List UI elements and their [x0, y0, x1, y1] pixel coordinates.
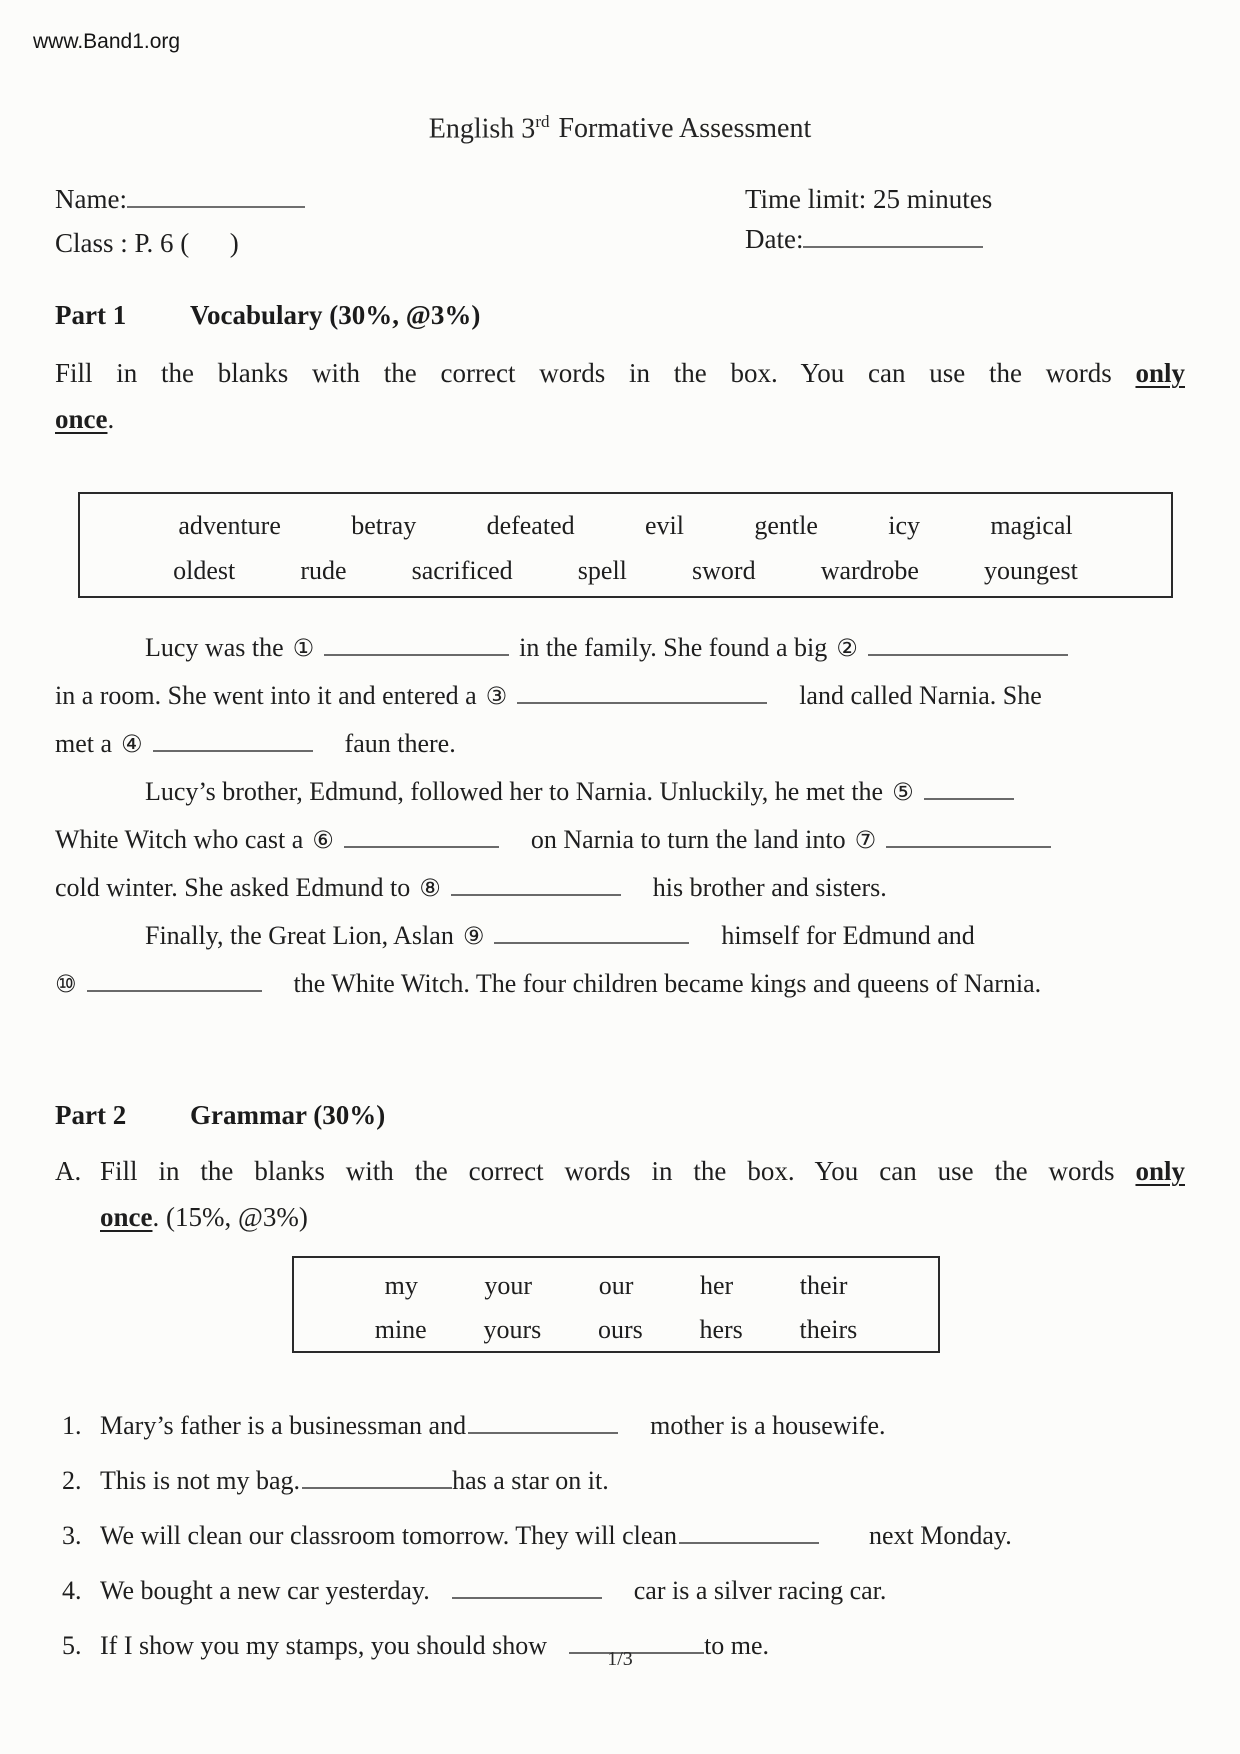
blank-6	[344, 822, 499, 848]
word-betray: betray	[351, 511, 417, 540]
passage-text: his brother and sisters.	[652, 873, 887, 902]
part1-instruction-tail: .	[107, 404, 115, 434]
part1-instruction-once: once	[55, 404, 108, 434]
question-number: 1.	[62, 1411, 82, 1440]
title-suffix: Formative Assessment	[558, 113, 812, 145]
blank-9	[494, 918, 689, 944]
part2-instruction	[55, 1148, 1185, 1240]
part2-instruction-once: once	[100, 1202, 153, 1232]
header-right-column	[745, 184, 992, 264]
passage-text: faun there.	[344, 729, 456, 758]
part1-instruction-line1	[55, 350, 1185, 396]
passage-line-4	[55, 768, 1185, 816]
part1-heading	[55, 300, 480, 331]
word-spell: spell	[577, 556, 627, 585]
exam-header	[55, 184, 1185, 272]
question-text-before: If I show you my stamps, you should show	[100, 1631, 548, 1660]
question-1-blank	[468, 1408, 618, 1434]
word-mine: mine	[374, 1315, 427, 1344]
question-text-before: Mary’s father is a businessman and	[100, 1411, 467, 1440]
part1-word-box-row2	[80, 548, 1171, 593]
part1-word-box-row1	[80, 503, 1171, 548]
time-limit-label: Time limit: 25 minutes	[745, 184, 993, 214]
question-number: 3.	[62, 1521, 82, 1550]
blank-8	[451, 870, 621, 896]
question-2	[55, 1453, 1195, 1508]
circled-number-10: ⑩	[55, 970, 77, 998]
part2-instruction-line1	[100, 1148, 1185, 1194]
word-defeated: defeated	[486, 511, 575, 540]
word-wardrobe: wardrobe	[820, 556, 919, 585]
time-limit-row	[745, 184, 992, 224]
part1-passage	[55, 624, 1185, 1008]
title-superscript: rd	[535, 112, 550, 131]
question-text-after: mother is a housewife.	[650, 1411, 886, 1440]
question-3	[55, 1508, 1195, 1563]
question-text-before: We will clean our classroom tomorrow. They will clean	[100, 1521, 677, 1550]
page-title	[0, 112, 1240, 145]
part2-instruction-only: only	[1135, 1156, 1185, 1186]
word-gentle: gentle	[754, 511, 818, 540]
question-text-after: car is a silver racing car.	[633, 1576, 887, 1605]
question-text-after: next Monday.	[868, 1521, 1012, 1550]
question-4-blank	[452, 1573, 602, 1599]
watermark-url: www.Band1.org	[33, 30, 181, 53]
word-oldest: oldest	[173, 556, 236, 585]
question-text-before: We bought a new car yesterday.	[100, 1576, 430, 1605]
circled-number-9: ⑨	[462, 922, 485, 950]
passage-text: met a	[55, 729, 113, 758]
circled-number-7: ⑦	[854, 826, 877, 854]
part2-word-box-row2	[294, 1308, 938, 1352]
passage-line-8	[55, 960, 1185, 1008]
word-rude: rude	[300, 556, 347, 585]
name-label: Name:	[55, 184, 127, 214]
part2-word-box-row1	[294, 1264, 938, 1308]
word-your: your	[484, 1271, 533, 1300]
passage-text: White Witch who cast a	[55, 825, 304, 854]
part1-label: Part 1	[55, 300, 127, 330]
part1-instruction-only: only	[1135, 358, 1185, 388]
header-left-column	[55, 184, 1185, 272]
part2-heading	[55, 1100, 385, 1131]
passage-text: the White Witch. The four children became kings and queens of Narnia.	[293, 969, 1042, 998]
name-blank-line	[127, 184, 305, 208]
blank-10	[87, 966, 262, 992]
circled-number-1: ①	[292, 634, 315, 662]
passage-text: land called Narnia. She	[799, 681, 1042, 710]
part1-instruction-text: Fill in the blanks with the correct words in the box. You can use the words	[55, 358, 1112, 388]
question-text-after: has a star on it.	[452, 1466, 609, 1495]
blank-7	[886, 822, 1051, 848]
word-her: her	[699, 1271, 734, 1300]
word-theirs: theirs	[799, 1315, 858, 1344]
word-sword: sword	[692, 556, 756, 585]
passage-text: cold winter. She asked Edmund to	[55, 873, 411, 902]
question-number: 4.	[62, 1576, 82, 1605]
word-sacrificed: sacrificed	[411, 556, 513, 585]
question-number: 2.	[62, 1466, 82, 1495]
blank-4	[153, 726, 313, 752]
circled-number-6: ⑥	[312, 826, 334, 854]
question-3-blank	[679, 1518, 819, 1544]
circled-number-2: ②	[836, 634, 858, 662]
name-row	[55, 184, 1185, 228]
page-number: 1/3	[607, 1648, 633, 1670]
circled-number-5: ⑤	[892, 778, 914, 806]
date-label: Date:	[745, 224, 804, 254]
question-text-before: This is not my bag.	[100, 1466, 301, 1495]
question-1	[55, 1398, 1195, 1453]
part2-questions	[55, 1398, 1195, 1673]
word-adventure: adventure	[178, 511, 281, 540]
section-letter: A.	[55, 1156, 82, 1186]
question-text-after: to me.	[704, 1631, 770, 1660]
question-4	[55, 1563, 1195, 1618]
part2-instruction-text: Fill in the blanks with the correct words in the box. You can use the words	[100, 1156, 1115, 1186]
word-their: their	[799, 1271, 848, 1300]
part1-word-box	[78, 492, 1173, 598]
class-label: Class : P. 6 ( )	[55, 228, 239, 258]
passage-text: in the family. She found a big	[519, 633, 828, 662]
blank-3	[517, 678, 767, 704]
passage-line-1	[55, 624, 1185, 672]
passage-text: on Narnia to turn the land into	[530, 825, 846, 854]
part2-title: Grammar (30%)	[190, 1100, 386, 1130]
blank-5	[924, 774, 1014, 800]
part1-title: Vocabulary (30%, @3%)	[190, 300, 481, 330]
date-row	[745, 224, 992, 264]
circled-number-3: ③	[485, 682, 508, 710]
word-ours: ours	[597, 1315, 643, 1344]
part1-instruction	[55, 350, 1185, 442]
passage-line-3	[55, 720, 1185, 768]
passage-text: himself for Edmund and	[721, 921, 975, 950]
passage-text: Lucy’s brother, Edmund, followed her to Narnia. Unluckily, he met the	[145, 777, 884, 806]
word-icy: icy	[888, 511, 920, 540]
date-blank-line	[803, 224, 983, 248]
word-my: my	[384, 1271, 418, 1300]
blank-1	[324, 630, 509, 656]
passage-text: Lucy was the	[145, 633, 284, 662]
passage-line-5	[55, 816, 1185, 864]
word-magical: magical	[990, 511, 1073, 540]
part2-label: Part 2	[55, 1100, 127, 1130]
blank-2	[868, 630, 1068, 656]
question-number: 5.	[62, 1631, 82, 1660]
part2-instruction-tail: . (15%, @3%)	[152, 1202, 308, 1232]
word-yours: yours	[483, 1315, 542, 1344]
word-our: our	[598, 1271, 634, 1300]
class-row	[55, 228, 1185, 272]
circled-number-4: ④	[121, 730, 143, 758]
part2-word-box	[292, 1256, 940, 1353]
part1-instruction-line2	[55, 396, 1185, 442]
passage-text: Finally, the Great Lion, Aslan	[145, 921, 454, 950]
passage-text: in a room. She went into it and entered a	[55, 681, 477, 710]
passage-line-7	[55, 912, 1185, 960]
question-2-blank	[302, 1463, 452, 1489]
passage-line-2	[55, 672, 1185, 720]
word-evil: evil	[644, 511, 684, 540]
word-hers: hers	[699, 1315, 743, 1344]
part2-instruction-text-block	[100, 1148, 1185, 1240]
circled-number-8: ⑧	[419, 874, 441, 902]
part2-instruction-line2	[100, 1194, 1185, 1240]
passage-line-6	[55, 864, 1185, 912]
word-youngest: youngest	[983, 556, 1078, 585]
title-prefix: English 3	[428, 113, 536, 145]
